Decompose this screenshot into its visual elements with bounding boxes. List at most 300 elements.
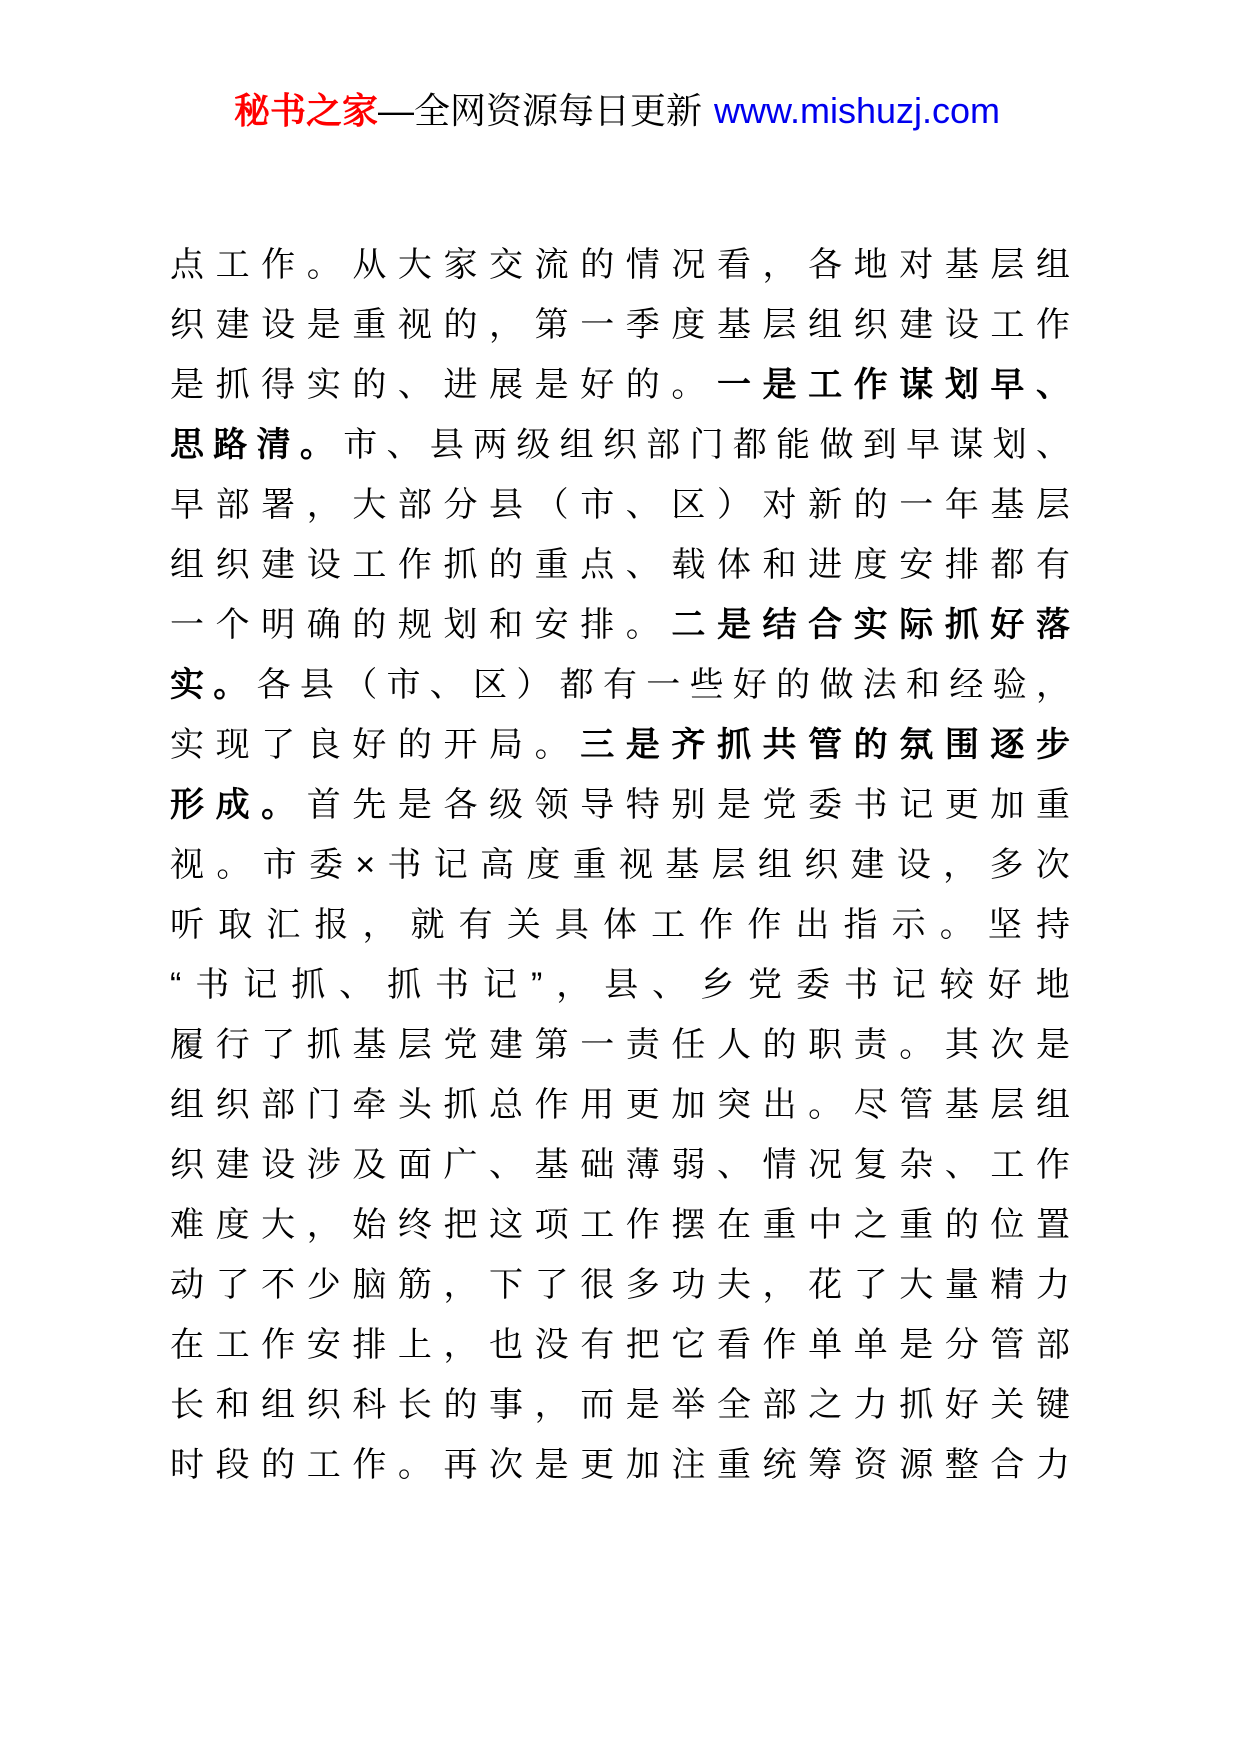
bold-char: 氛: [899, 726, 934, 764]
text-line: [170, 655, 1070, 715]
char: 作: [352, 1446, 387, 1484]
char: 安: [899, 546, 934, 584]
char: 始: [352, 1206, 387, 1244]
char: 。: [306, 246, 341, 284]
char: 设: [306, 546, 341, 584]
char: 排: [944, 546, 979, 584]
text-line: [170, 1015, 1070, 1075]
text-line: [170, 475, 1070, 535]
char: 委: [308, 846, 343, 884]
char: 、: [625, 486, 660, 524]
char: 组: [808, 306, 843, 344]
char: 行: [215, 1026, 250, 1064]
char: 都: [732, 426, 767, 464]
char: 部: [215, 486, 250, 524]
char: ，: [362, 906, 397, 944]
char: 上: [397, 1326, 432, 1364]
char: 及: [352, 1146, 387, 1184]
char: 工: [990, 1146, 1025, 1184]
bold-char: 抓: [944, 606, 979, 644]
char: 书: [195, 966, 230, 1004]
char: 力: [1035, 1446, 1070, 1484]
char: ×: [355, 846, 376, 884]
char: 新: [808, 486, 843, 524]
char: 。: [671, 366, 706, 404]
char: 组: [757, 846, 792, 884]
char: 在: [716, 1206, 751, 1244]
char: 责: [625, 1026, 660, 1064]
char: 、: [716, 1146, 751, 1184]
char: 加: [671, 1086, 706, 1124]
char: 抓: [387, 966, 422, 1004]
char: 而: [580, 1386, 615, 1424]
bold-char: 路: [213, 426, 248, 464]
char: 尽: [853, 1086, 888, 1124]
char: 工: [352, 546, 387, 584]
char: 部: [261, 1086, 296, 1124]
char: 乡: [700, 966, 735, 1004]
char: 更: [944, 786, 979, 824]
bold-char: 成: [215, 786, 250, 824]
char: 早: [906, 426, 941, 464]
char: 源: [899, 1446, 934, 1484]
char: 都: [990, 546, 1025, 584]
char: 首: [306, 786, 341, 824]
char: 重: [572, 846, 607, 884]
char: 工: [215, 246, 250, 284]
char: 大: [352, 486, 387, 524]
char: 层: [1035, 486, 1070, 524]
char: 展: [489, 366, 524, 404]
char: 。: [899, 1026, 934, 1064]
bold-char: 步: [1035, 726, 1070, 764]
char: 党: [762, 786, 797, 824]
char: 视: [618, 846, 653, 884]
bold-char: 早: [990, 366, 1025, 404]
bold-char: 划: [944, 366, 979, 404]
bold-char: 。: [261, 786, 296, 824]
char: 抓: [215, 366, 250, 404]
char: 的: [397, 726, 432, 764]
char: 很: [580, 1266, 615, 1304]
char: 时: [170, 1446, 204, 1484]
char: 具: [554, 906, 589, 944]
char: 取: [218, 906, 253, 944]
char: 、: [429, 666, 464, 704]
char: 重: [716, 1446, 751, 1484]
char: 位: [990, 1206, 1025, 1244]
char: 弱: [671, 1146, 706, 1184]
char: 设: [896, 846, 931, 884]
char: 长: [170, 1386, 204, 1424]
char: 摆: [671, 1206, 706, 1244]
char: 况: [671, 246, 706, 284]
bold-char: 。: [299, 426, 334, 464]
char: 做: [819, 426, 854, 464]
char: 署: [261, 486, 296, 524]
char: 经: [949, 666, 984, 704]
char: 年: [944, 486, 979, 524]
char: 组: [559, 426, 594, 464]
char: 出: [762, 1086, 797, 1124]
char: 作: [762, 1326, 797, 1364]
char: 交: [489, 246, 524, 284]
char: 再: [443, 1446, 478, 1484]
char: 工: [215, 1326, 250, 1364]
char: 项: [534, 1206, 569, 1244]
char: 资: [853, 1446, 888, 1484]
char: 视: [397, 306, 432, 344]
text-line: [170, 835, 1070, 895]
char: 。: [397, 1446, 432, 1484]
char: 层: [711, 846, 746, 884]
text-line: [170, 1375, 1070, 1435]
char: 终: [397, 1206, 432, 1244]
char: 对: [762, 486, 797, 524]
bold-char: 合: [808, 606, 843, 644]
char: 个: [215, 606, 250, 644]
char: 用: [580, 1086, 615, 1124]
char: 基: [352, 1026, 387, 1064]
char: 书: [387, 846, 422, 884]
char: 中: [808, 1206, 843, 1244]
bold-char: 是: [762, 366, 797, 404]
char: 、: [386, 426, 421, 464]
text-line: [170, 1315, 1070, 1375]
char: 责: [853, 1026, 888, 1064]
char: ”: [530, 966, 543, 1004]
char: 的: [776, 666, 811, 704]
char: 没: [534, 1326, 569, 1364]
bold-char: 谋: [899, 366, 934, 404]
char: 大: [899, 1266, 934, 1304]
char: 作: [747, 906, 782, 944]
char: 有: [602, 666, 637, 704]
char: 地: [1035, 966, 1070, 1004]
char: 的: [489, 546, 524, 584]
char: 力: [853, 1386, 888, 1424]
char: 好: [352, 726, 387, 764]
char: 良: [306, 726, 341, 764]
text-line: [170, 1195, 1070, 1255]
char: 部: [646, 426, 681, 464]
char: 了: [534, 1266, 569, 1304]
char: 次: [489, 1446, 524, 1484]
char: 涉: [306, 1146, 341, 1184]
char: 看: [716, 1326, 751, 1364]
char: 作: [625, 1206, 660, 1244]
bold-char: 思: [170, 426, 204, 464]
char: 抓: [306, 1026, 341, 1064]
char: 织: [602, 426, 637, 464]
char: 一: [646, 666, 681, 704]
char: 任: [671, 1026, 706, 1064]
char: 花: [808, 1266, 843, 1304]
char: 职: [808, 1026, 843, 1064]
char: 体: [716, 546, 751, 584]
text-line: [170, 955, 1070, 1015]
char: 织: [306, 1386, 341, 1424]
char: 市: [580, 486, 615, 524]
char: 记: [243, 966, 278, 1004]
char: “: [170, 966, 182, 1004]
char: 设: [944, 306, 979, 344]
char: 作: [1035, 306, 1070, 344]
char: 较: [939, 966, 974, 1004]
char: 抓: [443, 546, 478, 584]
char: 复: [853, 1146, 888, 1184]
char: 置: [1035, 1206, 1070, 1244]
bold-char: 落: [1035, 606, 1070, 644]
char: 层: [762, 306, 797, 344]
char: 的: [944, 1206, 979, 1244]
char: 织: [170, 306, 204, 344]
char: ，: [489, 306, 524, 344]
char: 第: [534, 1026, 569, 1064]
char: 、: [944, 1146, 979, 1184]
bold-char: 。: [213, 666, 248, 704]
char: 划: [443, 606, 478, 644]
text-line: [170, 595, 1070, 655]
char: 门: [306, 1086, 341, 1124]
char: 基: [990, 486, 1025, 524]
bold-char: 、: [1035, 366, 1070, 404]
char: 有: [458, 906, 493, 944]
char: 是: [625, 1386, 660, 1424]
char: 设: [261, 306, 296, 344]
char: 载: [671, 546, 706, 584]
char: 实: [170, 726, 204, 764]
char: 突: [716, 1086, 751, 1124]
char: 基: [665, 846, 700, 884]
char: 实: [306, 366, 341, 404]
char: 听: [170, 906, 204, 944]
char: 单: [853, 1326, 888, 1364]
text-line: [170, 355, 1070, 415]
char: 做: [819, 666, 854, 704]
char: 织: [215, 546, 250, 584]
char: 层: [990, 1086, 1025, 1124]
char: 一: [899, 486, 934, 524]
char: 基: [944, 1086, 979, 1124]
char: 重: [534, 546, 569, 584]
char: 部: [397, 486, 432, 524]
char: 组: [261, 1386, 296, 1424]
char: 织: [215, 1086, 250, 1124]
char: 量: [944, 1266, 979, 1304]
char: ）: [516, 666, 551, 704]
char: 书: [843, 966, 878, 1004]
bold-char: 逐: [990, 726, 1025, 764]
text-line: [170, 1255, 1070, 1315]
char: 分: [443, 486, 478, 524]
char: 季: [625, 306, 660, 344]
bold-char: 围: [944, 726, 979, 764]
char: 多: [989, 846, 1024, 884]
char: 织: [170, 1146, 204, 1184]
char: 好: [732, 666, 767, 704]
char: 建: [215, 306, 250, 344]
char: 持: [1035, 906, 1070, 944]
char: 关: [506, 906, 541, 944]
char: （: [343, 666, 378, 704]
char: ，: [943, 846, 978, 884]
char: 合: [990, 1446, 1025, 1484]
char: 家: [443, 246, 478, 284]
text-line: [170, 895, 1070, 955]
text-line: [170, 715, 1070, 775]
bold-char: 清: [256, 426, 291, 464]
char: 广: [443, 1146, 478, 1184]
char: ，: [556, 966, 591, 1004]
char: 建: [215, 1146, 250, 1184]
char: 的: [352, 606, 387, 644]
char: 基: [716, 306, 751, 344]
char: 抓: [443, 1086, 478, 1124]
char: 。: [625, 606, 660, 644]
char: 注: [671, 1446, 706, 1484]
char: 其: [944, 1026, 979, 1064]
char: 法: [862, 666, 897, 704]
char: 的: [853, 486, 888, 524]
char: 有: [580, 1326, 615, 1364]
text-line: [170, 1435, 1070, 1495]
char: 。: [216, 846, 251, 884]
char: 高: [480, 846, 515, 884]
char: 薄: [625, 1146, 660, 1184]
char: 大: [397, 246, 432, 284]
char: 建: [899, 306, 934, 344]
char: 多: [625, 1266, 660, 1304]
char: 统: [762, 1446, 797, 1484]
char: 更: [625, 1086, 660, 1124]
char: 组: [170, 546, 204, 584]
char: 力: [1035, 1266, 1070, 1304]
bold-char: 管: [808, 726, 843, 764]
char: 对: [899, 246, 934, 284]
char: 看: [716, 246, 751, 284]
char: 之: [853, 1206, 888, 1244]
bold-char: 三: [580, 726, 615, 764]
char: 重: [762, 1206, 797, 1244]
char: 是: [534, 1446, 569, 1484]
char: 度: [215, 1206, 250, 1244]
char: 织: [853, 306, 888, 344]
char: 杂: [899, 1146, 934, 1184]
header-separator: —: [377, 90, 414, 131]
char: 次: [1035, 846, 1070, 884]
char: 单: [808, 1326, 843, 1364]
char: 人: [716, 1026, 751, 1064]
char: 记: [483, 966, 517, 1004]
text-line: [170, 775, 1070, 835]
char: ）: [716, 486, 751, 524]
char: 书: [853, 786, 888, 824]
char: 况: [808, 1146, 843, 1184]
char: 区: [671, 486, 706, 524]
char: 抓: [899, 1386, 934, 1424]
site-name: 秘书之家: [233, 90, 378, 131]
char: 的: [625, 366, 660, 404]
char: 汇: [266, 906, 301, 944]
char: 。: [534, 726, 569, 764]
char: 别: [671, 786, 706, 824]
char: 进: [443, 366, 478, 404]
char: 是: [306, 306, 341, 344]
char: 出: [795, 906, 830, 944]
char: 工: [990, 306, 1025, 344]
text-line: [170, 235, 1070, 295]
char: 一: [170, 606, 204, 644]
char: 夫: [716, 1266, 751, 1304]
char: 大: [261, 1206, 296, 1244]
char: 、: [489, 1146, 524, 1184]
char: 县: [299, 666, 334, 704]
char: 情: [762, 1146, 797, 1184]
char: 市: [386, 666, 421, 704]
char: 好: [580, 366, 615, 404]
char: 了: [261, 1026, 296, 1064]
bold-char: 的: [853, 726, 888, 764]
char: 安: [534, 606, 569, 644]
char: ，: [306, 1206, 341, 1244]
char: 记: [891, 966, 926, 1004]
bold-char: 实: [170, 666, 204, 704]
char: 排: [352, 1326, 387, 1364]
char: 之: [808, 1386, 843, 1424]
char: 排: [580, 606, 615, 644]
char: 科: [352, 1386, 387, 1424]
char: 工: [651, 906, 686, 944]
char: 书: [435, 966, 470, 1004]
char: 部: [762, 1386, 797, 1424]
char: 全: [716, 1386, 751, 1424]
char: 举: [671, 1386, 706, 1424]
char: 作: [397, 546, 432, 584]
bold-char: 结: [762, 606, 797, 644]
char: 流: [534, 246, 569, 284]
char: 筹: [808, 1446, 843, 1484]
char: 有: [1035, 546, 1070, 584]
char: 的: [443, 1386, 478, 1424]
char: 事: [489, 1386, 524, 1424]
char: 、: [625, 546, 660, 584]
document-body: [170, 235, 1070, 1495]
bold-char: 一: [716, 366, 751, 404]
char: 下: [489, 1266, 524, 1304]
char: ，: [762, 246, 797, 284]
char: 把: [625, 1326, 660, 1364]
char: 作: [261, 246, 296, 284]
header-tagline: 全网资源每日更新: [413, 90, 702, 131]
char: 了: [261, 726, 296, 764]
site-url[interactable]: www.mishuzj.com: [713, 90, 1001, 131]
char: 划: [992, 426, 1027, 464]
char: 报: [314, 906, 349, 944]
char: 牵: [352, 1086, 387, 1124]
char: 县: [489, 486, 524, 524]
char: 党: [443, 1026, 478, 1064]
char: 是: [1035, 1026, 1070, 1064]
bold-char: 共: [762, 726, 797, 764]
char: 早: [170, 486, 204, 524]
char: 抓: [291, 966, 326, 1004]
bold-char: 二: [671, 606, 706, 644]
char: 和: [762, 546, 797, 584]
char: 整: [944, 1446, 979, 1484]
char: 两: [473, 426, 508, 464]
char: 不: [261, 1266, 296, 1304]
